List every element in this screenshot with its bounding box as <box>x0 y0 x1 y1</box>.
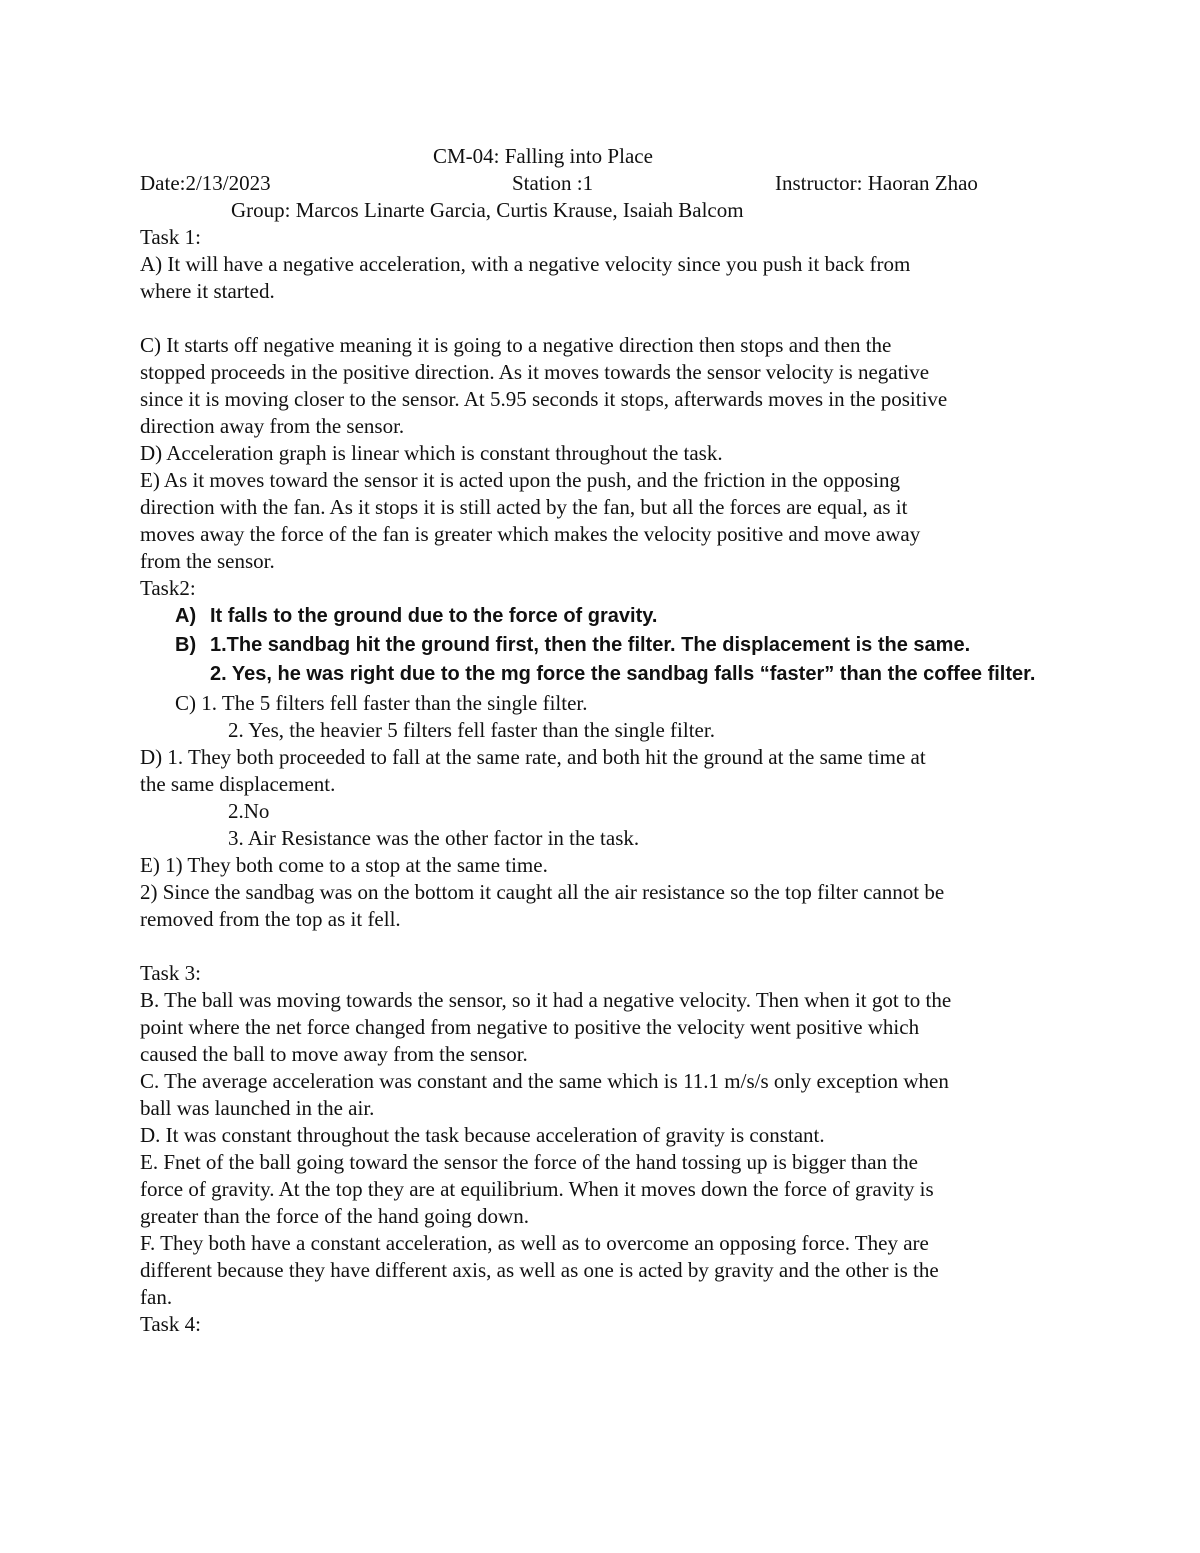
task3-answer-f-line: different because they have different axis, as well as one is acted by gravity and the other is the <box>140 1258 939 1282</box>
task3-answer-f-line: fan. <box>140 1285 173 1309</box>
task3-answer-e-line: greater than the force of the hand going down. <box>140 1204 529 1228</box>
task1-answer-c-line: since it is moving closer to the sensor. At 5.95 seconds it stops, afterwards moves in the positive <box>140 387 948 411</box>
task2-answer-a-text: It falls to the ground due to the force of gravity. <box>210 605 658 627</box>
task2-answer-d-line: D) 1. They both proceeded to fall at the same rate, and both hit the ground at the same time at <box>140 745 926 769</box>
task3-answer-f-line: F. They both have a constant acceleration, as well as to overcome an opposing force. They are <box>140 1231 929 1255</box>
task2-answer-d-line: 2.No <box>228 799 270 823</box>
group-label: Group: Marcos Linarte Garcia, Curtis Krause, Isaiah Balcom <box>231 198 744 222</box>
list-marker: A) <box>175 605 197 627</box>
task3-answer-b-line: B. The ball was moving towards the sensor, so it had a negative velocity. Then when it got to the <box>140 988 952 1012</box>
task1-answer-e-line: moves away the force of the fan is greater which makes the velocity positive and move away <box>140 522 921 546</box>
list-marker: B) <box>175 634 197 656</box>
task1-answer-a-line: A) It will have a negative acceleration, with a negative velocity since you push it back from <box>140 252 911 276</box>
task2-answer-c-line: C) 1. The 5 filters fell faster than the single filter. <box>175 691 588 715</box>
task1-answer-e-line: E) As it moves toward the sensor it is acted upon the push, and the friction in the opposing <box>140 468 900 492</box>
task2-heading: Task2: <box>140 576 196 600</box>
task2-answer-a <box>175 603 657 630</box>
task3-answer-b-line: point where the net force changed from negative to positive the velocity went positive which <box>140 1015 920 1039</box>
task3-answer-c-line: ball was launched in the air. <box>140 1096 375 1120</box>
date-label: Date:2/13/2023 <box>140 171 271 195</box>
task3-heading: Task 3: <box>140 961 201 985</box>
task2-answer-e-line: E) 1) They both come to a stop at the same time. <box>140 853 548 877</box>
instructor-label: Instructor: Haoran Zhao <box>775 171 978 195</box>
task1-answer-c-line: stopped proceeds in the positive direction. As it moves towards the sensor velocity is negative <box>140 360 930 384</box>
task1-heading: Task 1: <box>140 225 201 249</box>
task1-answer-c-line: C) It starts off negative meaning it is going to a negative direction then stops and then the <box>140 333 892 357</box>
task3-answer-e-line: E. Fnet of the ball going toward the sensor the force of the hand tossing up is bigger than the <box>140 1150 918 1174</box>
task3-answer-b-line: caused the ball to move away from the sensor. <box>140 1042 528 1066</box>
task3-answer-c-line: C. The average acceleration was constant and the same which is 11.1 m/s/s only exception when <box>140 1069 949 1093</box>
document-title: CM-04: Falling into Place <box>433 144 653 168</box>
station-label: Station :1 <box>512 171 594 195</box>
task2-answer-d-line: 3. Air Resistance was the other factor in the task. <box>228 826 640 850</box>
task1-answer-a-line: where it started. <box>140 279 275 303</box>
task3-answer-e-line: force of gravity. At the top they are at equilibrium. When it moves down the force of gravity is <box>140 1177 934 1201</box>
task3-answer-d-line: D. It was constant throughout the task because acceleration of gravity is constant. <box>140 1123 825 1147</box>
task2-answer-b-text: 2. Yes, he was right due to the mg force the sandbag falls “faster” than the coffee filter. <box>210 663 1036 685</box>
task2-answer-e-line: removed from the top as it fell. <box>140 907 401 931</box>
task2-answer-b-text: 1.The sandbag hit the ground first, then the filter. The displacement is the same. <box>210 634 971 656</box>
task2-answer-b <box>175 632 970 659</box>
task1-answer-e-line: direction with the fan. As it stops it is still acted by the fan, but all the forces are equal, as it <box>140 495 908 519</box>
task2-answer-d-line: the same displacement. <box>140 772 336 796</box>
task1-answer-c-line: direction away from the sensor. <box>140 414 405 438</box>
task1-answer-e-line: from the sensor. <box>140 549 275 573</box>
task4-heading: Task 4: <box>140 1312 201 1336</box>
task2-answer-e-line: 2) Since the sandbag was on the bottom it caught all the air resistance so the top filter cannot be <box>140 880 945 904</box>
task1-answer-d-line: D) Acceleration graph is linear which is constant throughout the task. <box>140 441 723 465</box>
task2-answer-c-line: 2. Yes, the heavier 5 filters fell faster than the single filter. <box>228 718 715 742</box>
